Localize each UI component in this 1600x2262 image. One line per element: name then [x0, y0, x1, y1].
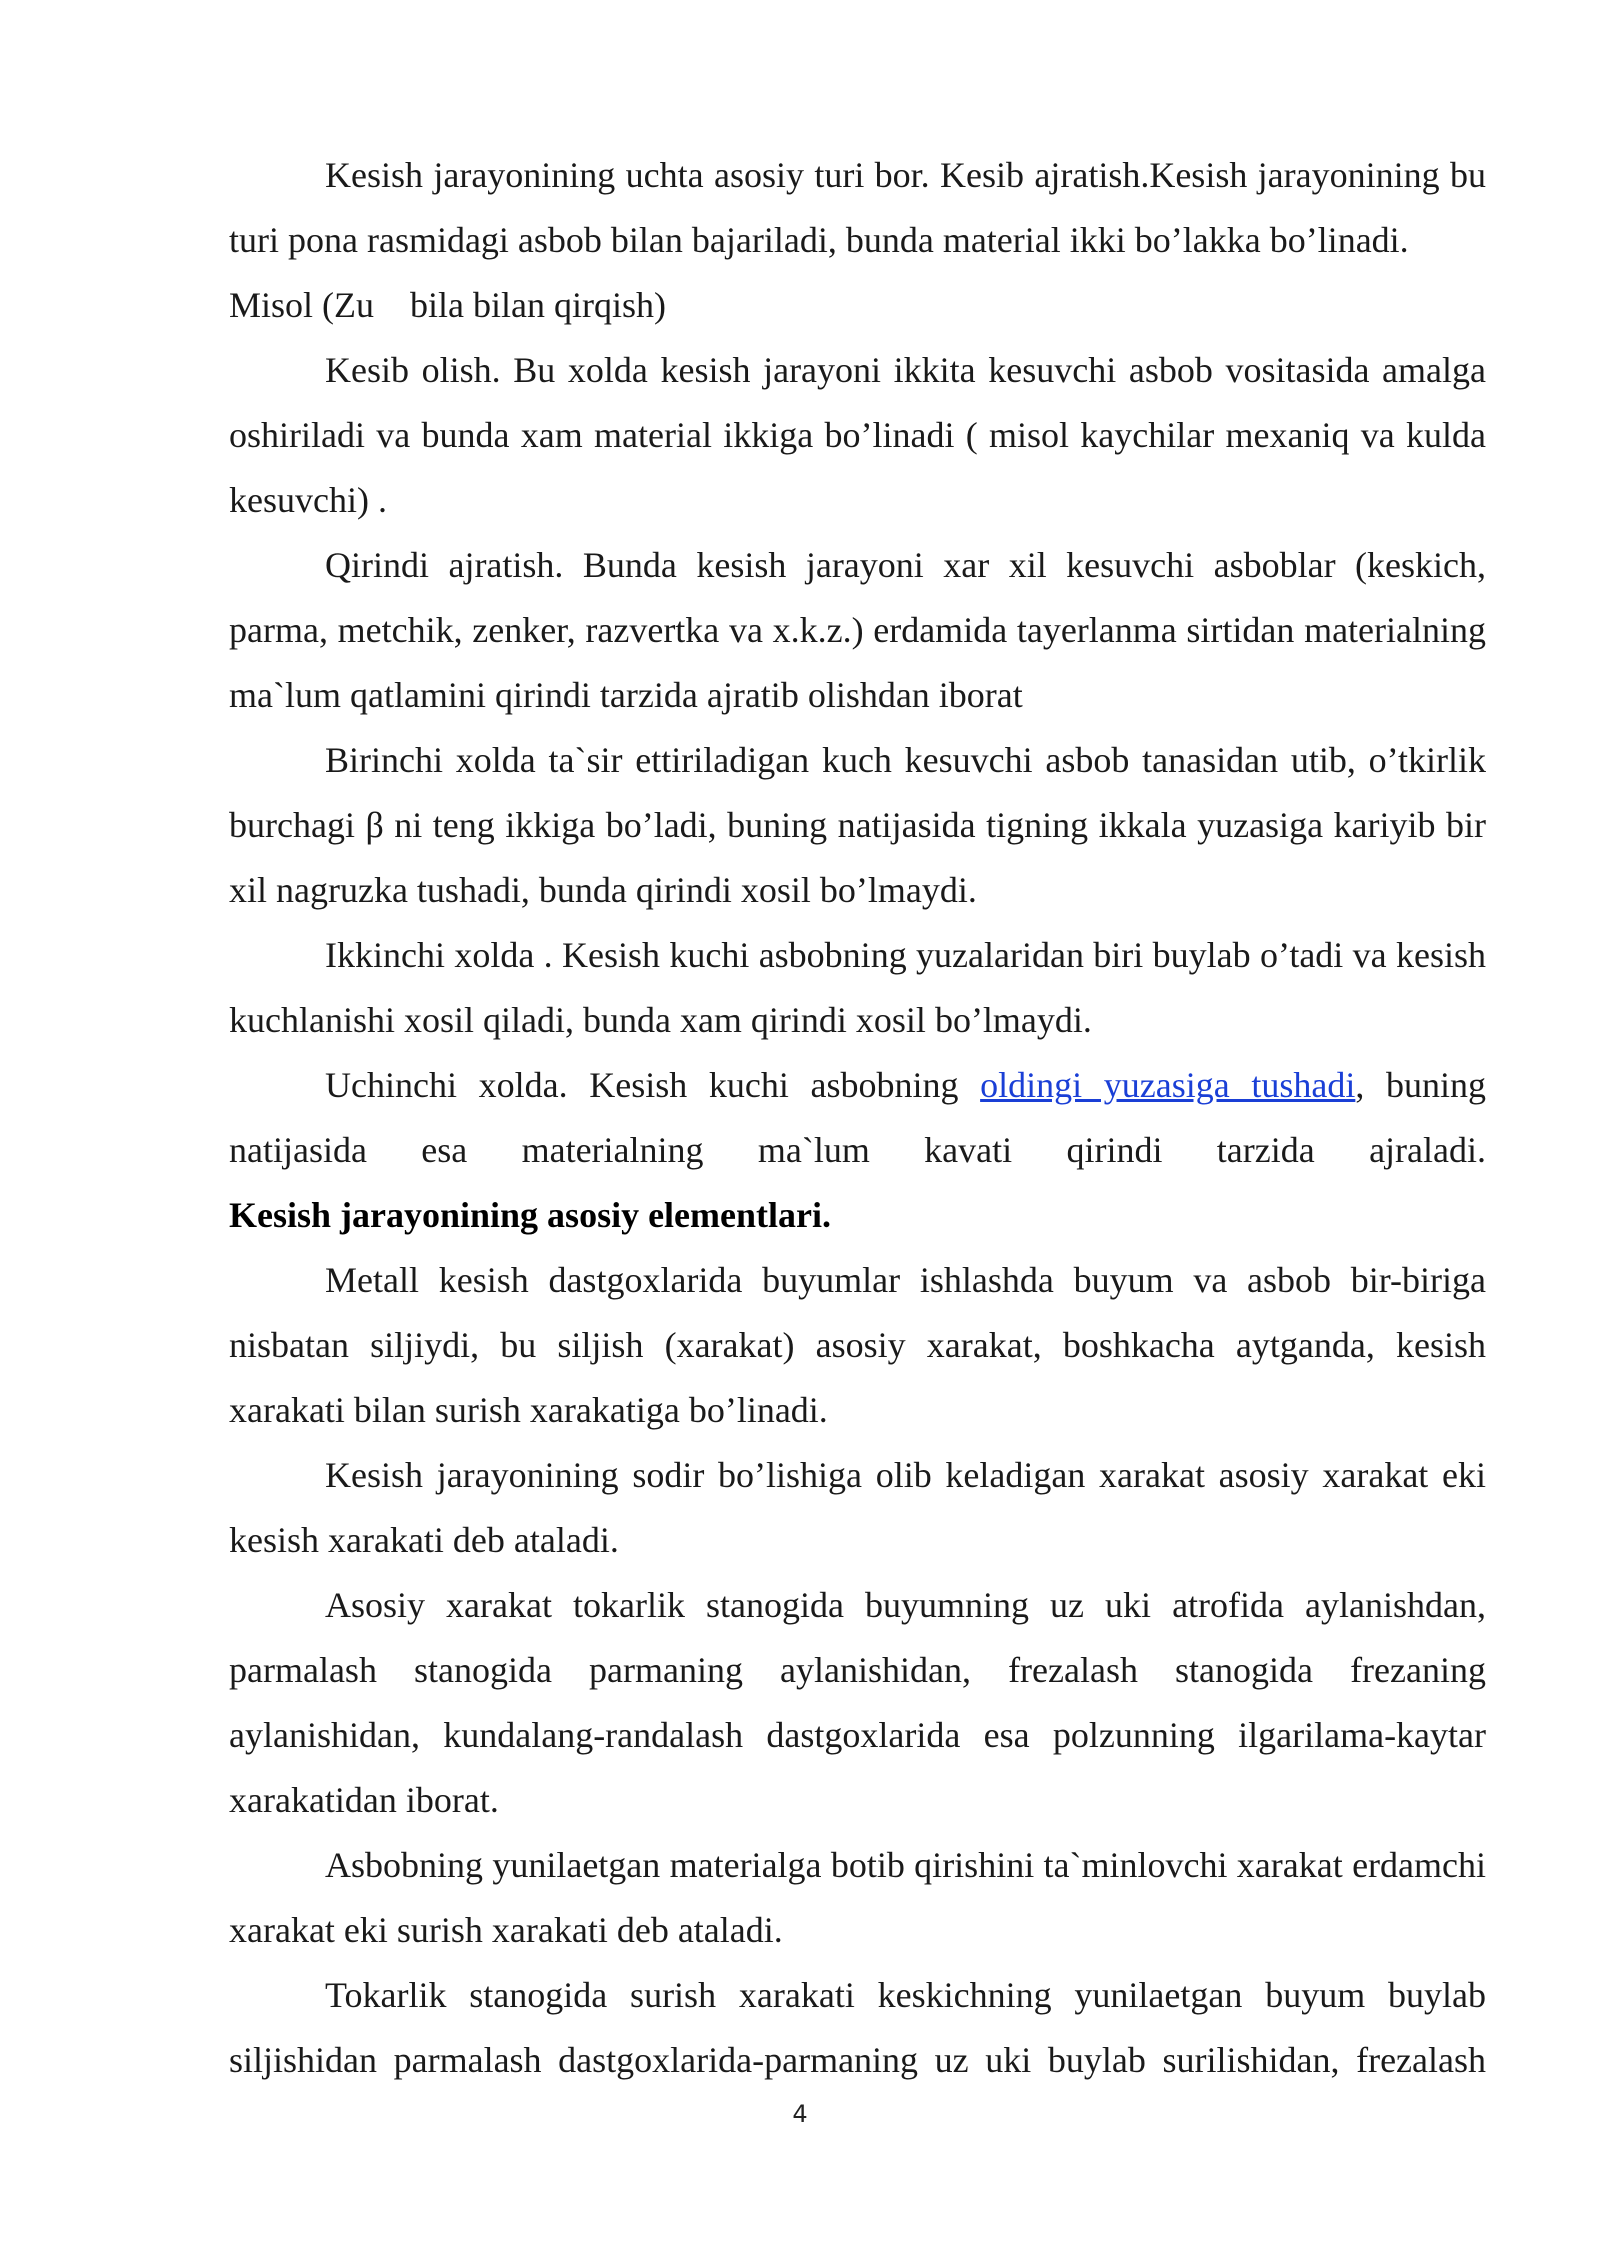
paragraph-surish-xarakati-def: Asbobning yunilaetgan materialga botib qirishini ta`minlovchi xarakat erdamchi xarakat eki surish xarakati deb ataladi.: [229, 1845, 1486, 1950]
paragraph-qirindi-ajratish: Qirindi ajratish. Bunda kesish jarayoni xar xil kesuvchi asboblar (keskich, parma, metchik, zenker, razvertka va x.k.z.) erdamida tayerlanma sirtidan materialning ma`lum qatlamini qirindi tarzida ajratib olishdan iborat: [229, 545, 1486, 715]
paragraph-kesib-olish: Kesib olish. Bu xolda kesish jarayoni ikkita kesuvchi asbob vositasida amalga oshiriladi va bunda xam material ikkiga bo’linadi ( misol kaychilar mexaniq va kulda kesuvchi) .: [229, 350, 1486, 520]
paragraph-metall-kesish: Metall kesish dastgoxlarida buyumlar ishlashda buyum va asbob bir-biriga nisbatan siljiydi, bu siljish (xarakat) asosiy xarakat, boshkacha aytganda, kesish xarakati bilan surish xarakatiga bo’linadi.: [229, 1260, 1486, 1430]
uchinchi-xolda-text-after: , buning natijasida esa materialning ma`lum kavati qirindi tarzida ajraladi.: [229, 1065, 1486, 1170]
paragraph-misol: Misol (Zu bila bilan qirqish): [229, 285, 666, 325]
page-number: 4: [792, 2100, 808, 2128]
paragraph-kesish-turlari: Kesish jarayonining uchta asosiy turi bor. Kesib ajratish.Kesish jarayonining bu turi pona rasmidagi asbob bilan bajariladi, bunda material ikki bo’lakka bo’linadi.: [229, 155, 1486, 260]
paragraph-uchinchi-xolda: [229, 1053, 1486, 1183]
oldingi-yuzasiga-link[interactable]: oldingi yuzasiga tushadi: [980, 1065, 1356, 1105]
paragraph-asosiy-xarakat-def: Kesish jarayonining sodir bo’lishiga olib keladigan xarakat asosiy xarakat eki kesish xarakati deb ataladi.: [229, 1455, 1486, 1560]
uchinchi-xolda-text-before: Uchinchi xolda. Kesish kuchi asbobning: [325, 1065, 981, 1105]
paragraph-birinchi-xolda: Birinchi xolda ta`sir ettiriladigan kuch kesuvchi asbob tanasidan utib, o’tkirlik burchagi β ni teng ikkiga bo’ladi, buning natijasida tigning ikkala yuzasiga kariyib bir xil nagruzka tushadi, bunda qirindi xosil bo’lmaydi.: [229, 740, 1486, 910]
body-text: [229, 143, 1486, 2093]
section-heading: Kesish jarayonining asosiy elementlari.: [229, 1195, 831, 1235]
paragraph-asosiy-xarakat-turlari: Asosiy xarakat tokarlik stanogida buyumning uz uki atrofida aylanishdan, parmalash stanogida parmaning aylanishidan, frezalash stanogida frezaning aylanishidan, kundalang-randalash dastgoxlarida esa polzunning ilgarilama-kaytar xarakatidan iborat.: [229, 1585, 1486, 1820]
paragraph-tokarlik-surish: Tokarlik stanogida surish xarakati keskichning yunilaetgan buyum buylab siljishidan parmalash dastgoxlarida-parmaning uz uki buylab surilishidan, frezalash: [229, 1975, 1486, 2080]
paragraph-ikkinchi-xolda: Ikkinchi xolda . Kesish kuchi asbobning yuzalaridan biri buylab o’tadi va kesish kuchlanishi xosil qiladi, bunda xam qirindi xosil bo’lmaydi.: [229, 935, 1486, 1040]
